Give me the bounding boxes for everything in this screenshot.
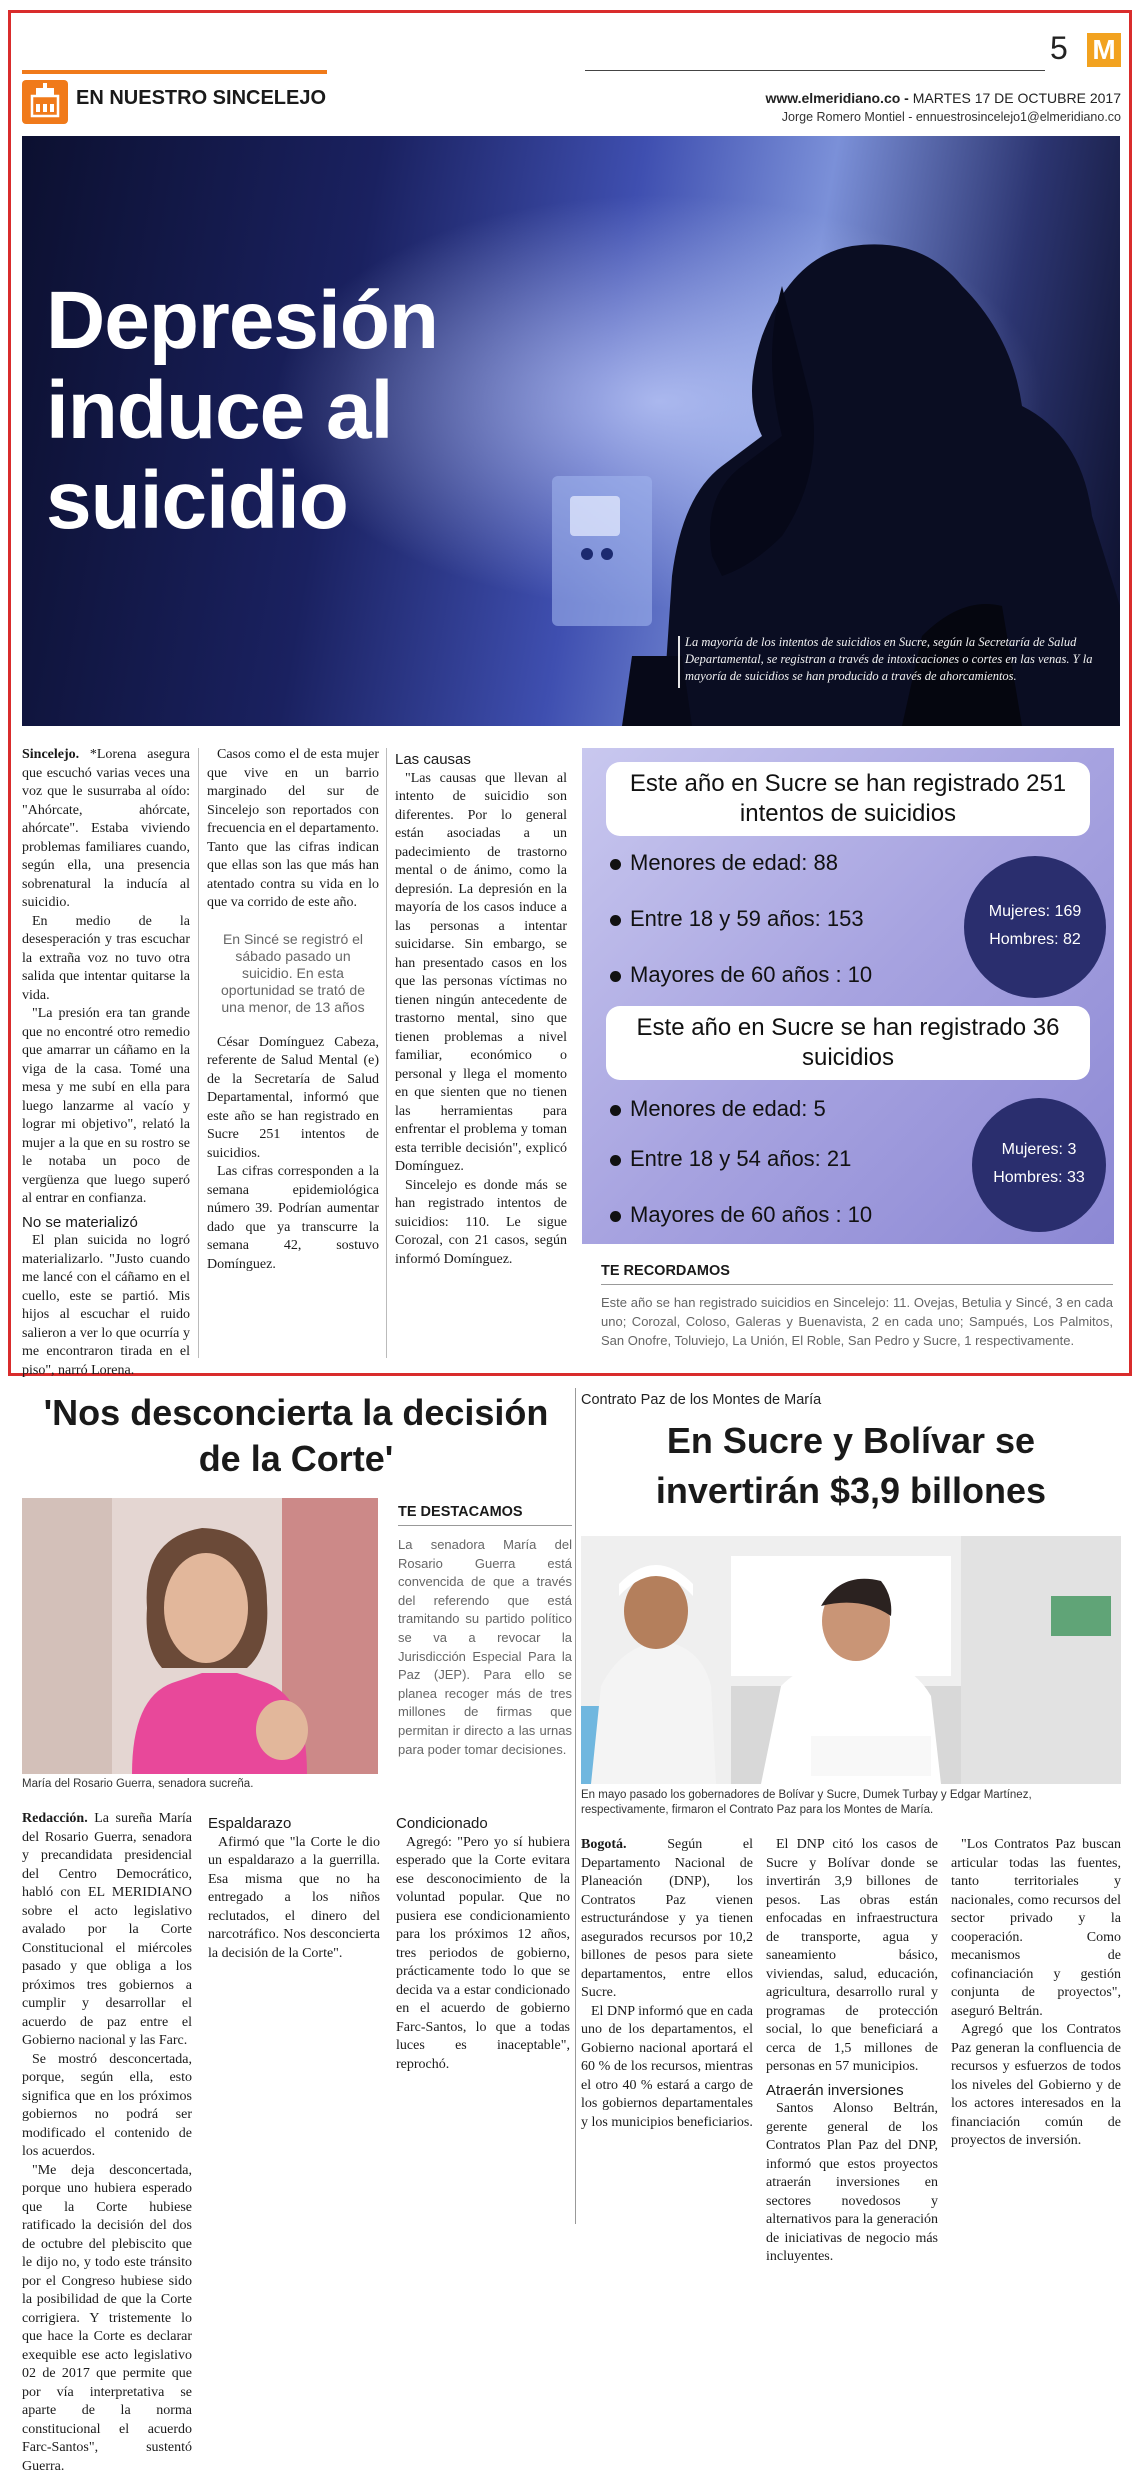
main-article-column-2 (207, 746, 379, 1364)
te-recordamos-text: Este año se han registrado suicidios en Sincelejo: 11. Ovejas, Betulia y Sincé, 3 en cada uno; Corozal, Coloso, Galeras y Buenavista, 2 en cada uno; Sampués, Los Palmitos, San Onofre, Toluviejo, La Unión, El Roble, San Pedro y Sucre, 1 respectivamente. (601, 1293, 1113, 1350)
te-destacamos-text: La senadora María del Rosario Guerra está convencida de que a través del referendo que está tramitando su partido político se va a revocar la Jurisdicción Especial Para la Paz (JEP). Para ello se planea recoger más de tres millones de firmas que permitan ir directo a las urnas para poder tomar decisiones. (398, 1536, 572, 1759)
subhead-espaldarazo: Espaldarazo (208, 1815, 380, 1834)
header-rule (585, 70, 1045, 71)
suicides-men: Hombres: 33 (972, 1164, 1106, 1192)
te-recordamos-title: TE RECORDAMOS (601, 1263, 730, 1279)
site-url[interactable]: www.elmeridiano.co - (765, 90, 908, 106)
right-paragraph-5: "Los Contratos Paz buscan articular todas las fuentes, tanto territoriales y nacionales, como recursos del sector privado y la cooperación. Como mecanismos de cofinanciación y gestión conjunta de proyectos", aseguró Beltrán. (951, 1836, 1121, 2021)
main-paragraph-7: Las cifras corresponden a la semana epidemiológica número 39. Podrían aumentar dado que ya transcurre la semana 42, sostuvo Domínguez. (207, 1163, 379, 1274)
bullet-icon (610, 971, 621, 982)
bullet-icon (610, 1155, 621, 1166)
attempts-row: Entre 18 y 59 años: 153 (610, 906, 864, 932)
subhead-no-se-materializo: No se materializó (22, 1214, 190, 1233)
left-paragraph-4: Afirmó que "la Corte le dio un espaldarazo a la guerrilla. Esa misma que no ha entregado a los niños reclutados, el dinero del narcotráfico. Nos desconcierta la decisión de la Corte". (208, 1834, 380, 1964)
issue-date: MARTES 17 DE OCTUBRE 2017 (913, 90, 1121, 106)
senator-photo-caption: María del Rosario Guerra, senadora sucreña. (22, 1778, 382, 1790)
subhead-condicionado: Condicionado (396, 1815, 570, 1834)
dateline: Sincelejo. (22, 747, 79, 762)
article-right-column-3 (951, 1836, 1121, 2224)
page-number: 5 (1050, 30, 1068, 67)
attempts-women: Mujeres: 169 (964, 898, 1106, 926)
caption-bar (678, 636, 680, 688)
left-paragraph-1: Redacción. La sureña María del Rosario Guerra, senadora y precandidata presidencial del Centro Democrático, habló con EL MERIDIANO sobre el acto legislativo avalado por la Corte Constitucional el miércoles pasado y que obliga a los próximos tres gobiernos a cumplir y desarrollar el acuerdo de paz entre el Gobierno nacional y las Farc. (22, 1810, 192, 2051)
suicides-row: Mayores de 60 años : 10 (610, 1202, 872, 1228)
bullet-icon (610, 859, 621, 870)
signing-photo (581, 1536, 1121, 1784)
article-separator (575, 1388, 576, 2224)
left-paragraph-5: Agregó: "Pero yo sí hubiera esperado que la Corte evitara ese desconocimiento de la voluntad popular. Que no pusiera ese condicionamiento para los próximos 12 años, tres periodos de gobierno, prácticamente todo lo que se decida va a estar condicionado en el acuerdo de gobierno Farc-Santos, lo que a todas luces es inaceptable", reprochó. (396, 1834, 570, 2075)
suicides-row: Entre 18 y 54 años: 21 (610, 1146, 851, 1172)
main-article-column-3 (395, 746, 567, 1364)
right-paragraph-2: El DNP informó que en cada uno de los departamentos, el Gobierno nacional aportará el 60 % de los recursos, mientras el otro 40 % estará a cargo de los gobiernos departamentales y los municipios beneficiarios. (581, 2003, 753, 2133)
main-paragraph-4: El plan suicida no logró materializarlo. "Justo cuando me lancé con el cáñamo en el cuello, este se partió. Mis hijos al escuchar el ruido salieron a ver lo que ocurría y me encontraron tirada en el piso", narró Lorena. (22, 1232, 190, 1380)
article-left-headline: 'Nos desconcierta la decisión de la Corte' (22, 1390, 570, 1482)
author-line: Jorge Romero Montiel - ennuestrosincelejo1@elmeridiano.co (782, 110, 1121, 124)
newspaper-logo: M (1087, 33, 1121, 67)
left-dateline: Redacción. (22, 1811, 88, 1826)
article-right-column-2 (766, 1836, 938, 2224)
right-dateline: Bogotá. (581, 1837, 627, 1852)
site-date-line (765, 90, 1121, 106)
main-article-column-1 (22, 746, 190, 1380)
column-divider (198, 748, 199, 1358)
senator-photo (22, 1498, 378, 1774)
attempts-row: Mayores de 60 años : 10 (610, 962, 872, 988)
left-paragraph-3: "Me deja desconcertada, porque uno hubiera esperado que la Corte hubiese ratificado la decisión del dos de octubre del plebiscito que le dijo no, y todo este tránsito por el Congreso hubiese sido la posibilidad de que la Corte corrigiera. Y tristemente lo que hace la Corte es declarar exequible ese acto legislativo 02 de 2017 que permite que por vía interpretativa se aparte de la norma constitucional el acuerdo Farc-Santos", sustentó Guerra. (22, 2162, 192, 2476)
article-right-kicker: Contrato Paz de los Montes de María (581, 1392, 821, 1408)
statistics-infographic (582, 748, 1114, 1244)
suicides-row: Menores de edad: 5 (610, 1096, 826, 1122)
right-paragraph-1: Bogotá. Según el Departamento Nacional de Planeación (DNP), los Contratos Paz vienen estructurándose y ya tienen asegurados recursos por 10,2 billones de pesos para siete departamentos, entre ellos Sucre. (581, 1836, 753, 2003)
main-paragraph-3: "La presión era tan grande que no encontré otro remedio que amarrar un cáñamo en la viga de la casa. Tomé una mesa y me subí en ella para luego lanzarme al vacío y lograr mi objetivo", relató la mujer a la que en su rostro se le notaba un poco de vergüenza que luego superó al entrar en confianza. (22, 1005, 190, 1209)
hero-caption: La mayoría de los intentos de suicidios en Sucre, según la Secretaría de Salud Departamental, se registran a través de intoxicaciones o cortes en las venas. Y la mayoría de suicidios se han producido a través de ahorcamientos. (685, 634, 1115, 685)
article-right-column-1 (581, 1836, 753, 2224)
attempts-gender-circle (964, 856, 1106, 998)
attempts-men: Hombres: 82 (964, 926, 1106, 954)
suicides-women: Mujeres: 3 (972, 1136, 1106, 1164)
hero-headline: Depresión induce al suicidio (46, 276, 566, 546)
bullet-icon (610, 1211, 621, 1222)
main-paragraph-9: Sincelejo es donde más se han registrado intentos de suicidios: 110. Le sigue Corozal, con 21 casos, según informó Domínguez. (395, 1177, 567, 1270)
article-left-column-2 (208, 1810, 380, 2222)
article-right-headline: En Sucre y Bolívar se invertirán $3,9 billones (581, 1416, 1121, 1516)
attempts-row: Menores de edad: 88 (610, 850, 838, 876)
main-paragraph-2: En medio de la desesperación y tras escuchar la extraña voz no tuvo otra salida que intentar quitarse la vida. (22, 913, 190, 1006)
suicides-gender-circle (972, 1098, 1106, 1232)
left-paragraph-2: Se mostró desconcertada, porque, según ella, esto significa que en los próximos gobiernos no podrá ser modificado el contenido de los acuerdos. (22, 2051, 192, 2162)
pull-quote: En Sincé se registró el sábado pasado un suicidio. En esta oportunidad se trató de una menor, de 13 años (211, 931, 375, 1016)
signing-photo-caption: En mayo pasado los gobernadores de Bolívar y Sucre, Dumek Turbay y Edgar Martínez, respectivamente, firmaron el Contrato Paz para los Montes de María. (581, 1788, 1121, 1818)
section-building-icon (22, 80, 68, 124)
main-paragraph-8: "Las causas que llevan al intento de suicidio son diferentes. Por lo general están asociadas a un padecimiento de trastorno mental o de ánimo, como la depresión. La depresión en la mayoría de los casos induce a las personas a intentar suicidarse. Sin embargo, se han presentado casos en los que las personas víctimas no tienen ningún antecedente de trastorno mental, sino que tienen problemas a nivel familiar, económico o personal y llega el momento en que sienten que no tienen las herramientas para enfrentar el problema y toman esta terrible decisión", explicó Domínguez. (395, 770, 567, 1177)
article-left-column-3 (396, 1810, 570, 2222)
right-paragraph-4: Santos Alonso Beltrán, gerente general de los Contratos Plan Paz del DNP, informó que estos proyectos atraerán inversiones en sectores novedosos y alternativos para la generación de iniciativas de negocio más incluyentes. (766, 2100, 938, 2267)
main-paragraph-6: César Domínguez Cabeza, referente de Salud Mental (e) de la Secretaría de Salud Departamental, informó que este año se han registrado en Sucre 251 intentos de suicidios. (207, 1034, 379, 1164)
right-paragraph-3: El DNP citó los casos de Sucre y Bolívar donde se invertirán 3,9 billones de pesos. Las obras están enfocadas en infraestructura de transporte, agua y saneamiento básico, viviendas, salud, educación, agricultura, desarrollo rural y programas de protección social, lo que beneficiará a cerca de 1,5 millones de personas en 57 municipios. (766, 1836, 938, 2077)
te-recordamos-rule (601, 1284, 1113, 1285)
main-paragraph-1: Sincelejo. *Lorena asegura que escuchó varias veces una voz que le susurraba al oído: "Ahórcate, ahórcate, ahórcate". Estaba viviendo problemas familiares cuando, según ella, una presencia sobrenatural la inducía al suicidio. (22, 746, 190, 913)
right-paragraph-6: Agregó que los Contratos Paz generan la confluencia de recursos y esfuerzos de todos los niveles del Gobierno y de los actores interesados en la financiación común de proyectos de inversión. (951, 2021, 1121, 2151)
subhead-atraeran-inversiones: Atraerán inversiones (766, 2082, 938, 2101)
section-title: EN NUESTRO SINCELEJO (76, 87, 326, 110)
suicides-heading: Este año en Sucre se han registrado 36 suicidios (606, 1006, 1090, 1080)
main-paragraph-5: Casos como el de esta mujer que vive en un barrio marginado del sur de Sincelejo son reportados con frecuencia en el departamento. Tanto que las cifras indican que ellas son las que más han atentado contra su vida en lo que va corrido de este año. (207, 746, 379, 913)
column-divider (386, 748, 387, 1358)
article-left-column-1 (22, 1810, 192, 2222)
bullet-icon (610, 1105, 621, 1116)
bullet-icon (610, 915, 621, 926)
attempts-heading: Este año en Sucre se han registrado 251 intentos de suicidios (606, 762, 1090, 836)
subhead-las-causas: Las causas (395, 751, 567, 770)
te-destacamos-title: TE DESTACAMOS (398, 1504, 523, 1520)
section-accent-bar (22, 70, 327, 74)
te-destacamos-rule (398, 1525, 572, 1526)
